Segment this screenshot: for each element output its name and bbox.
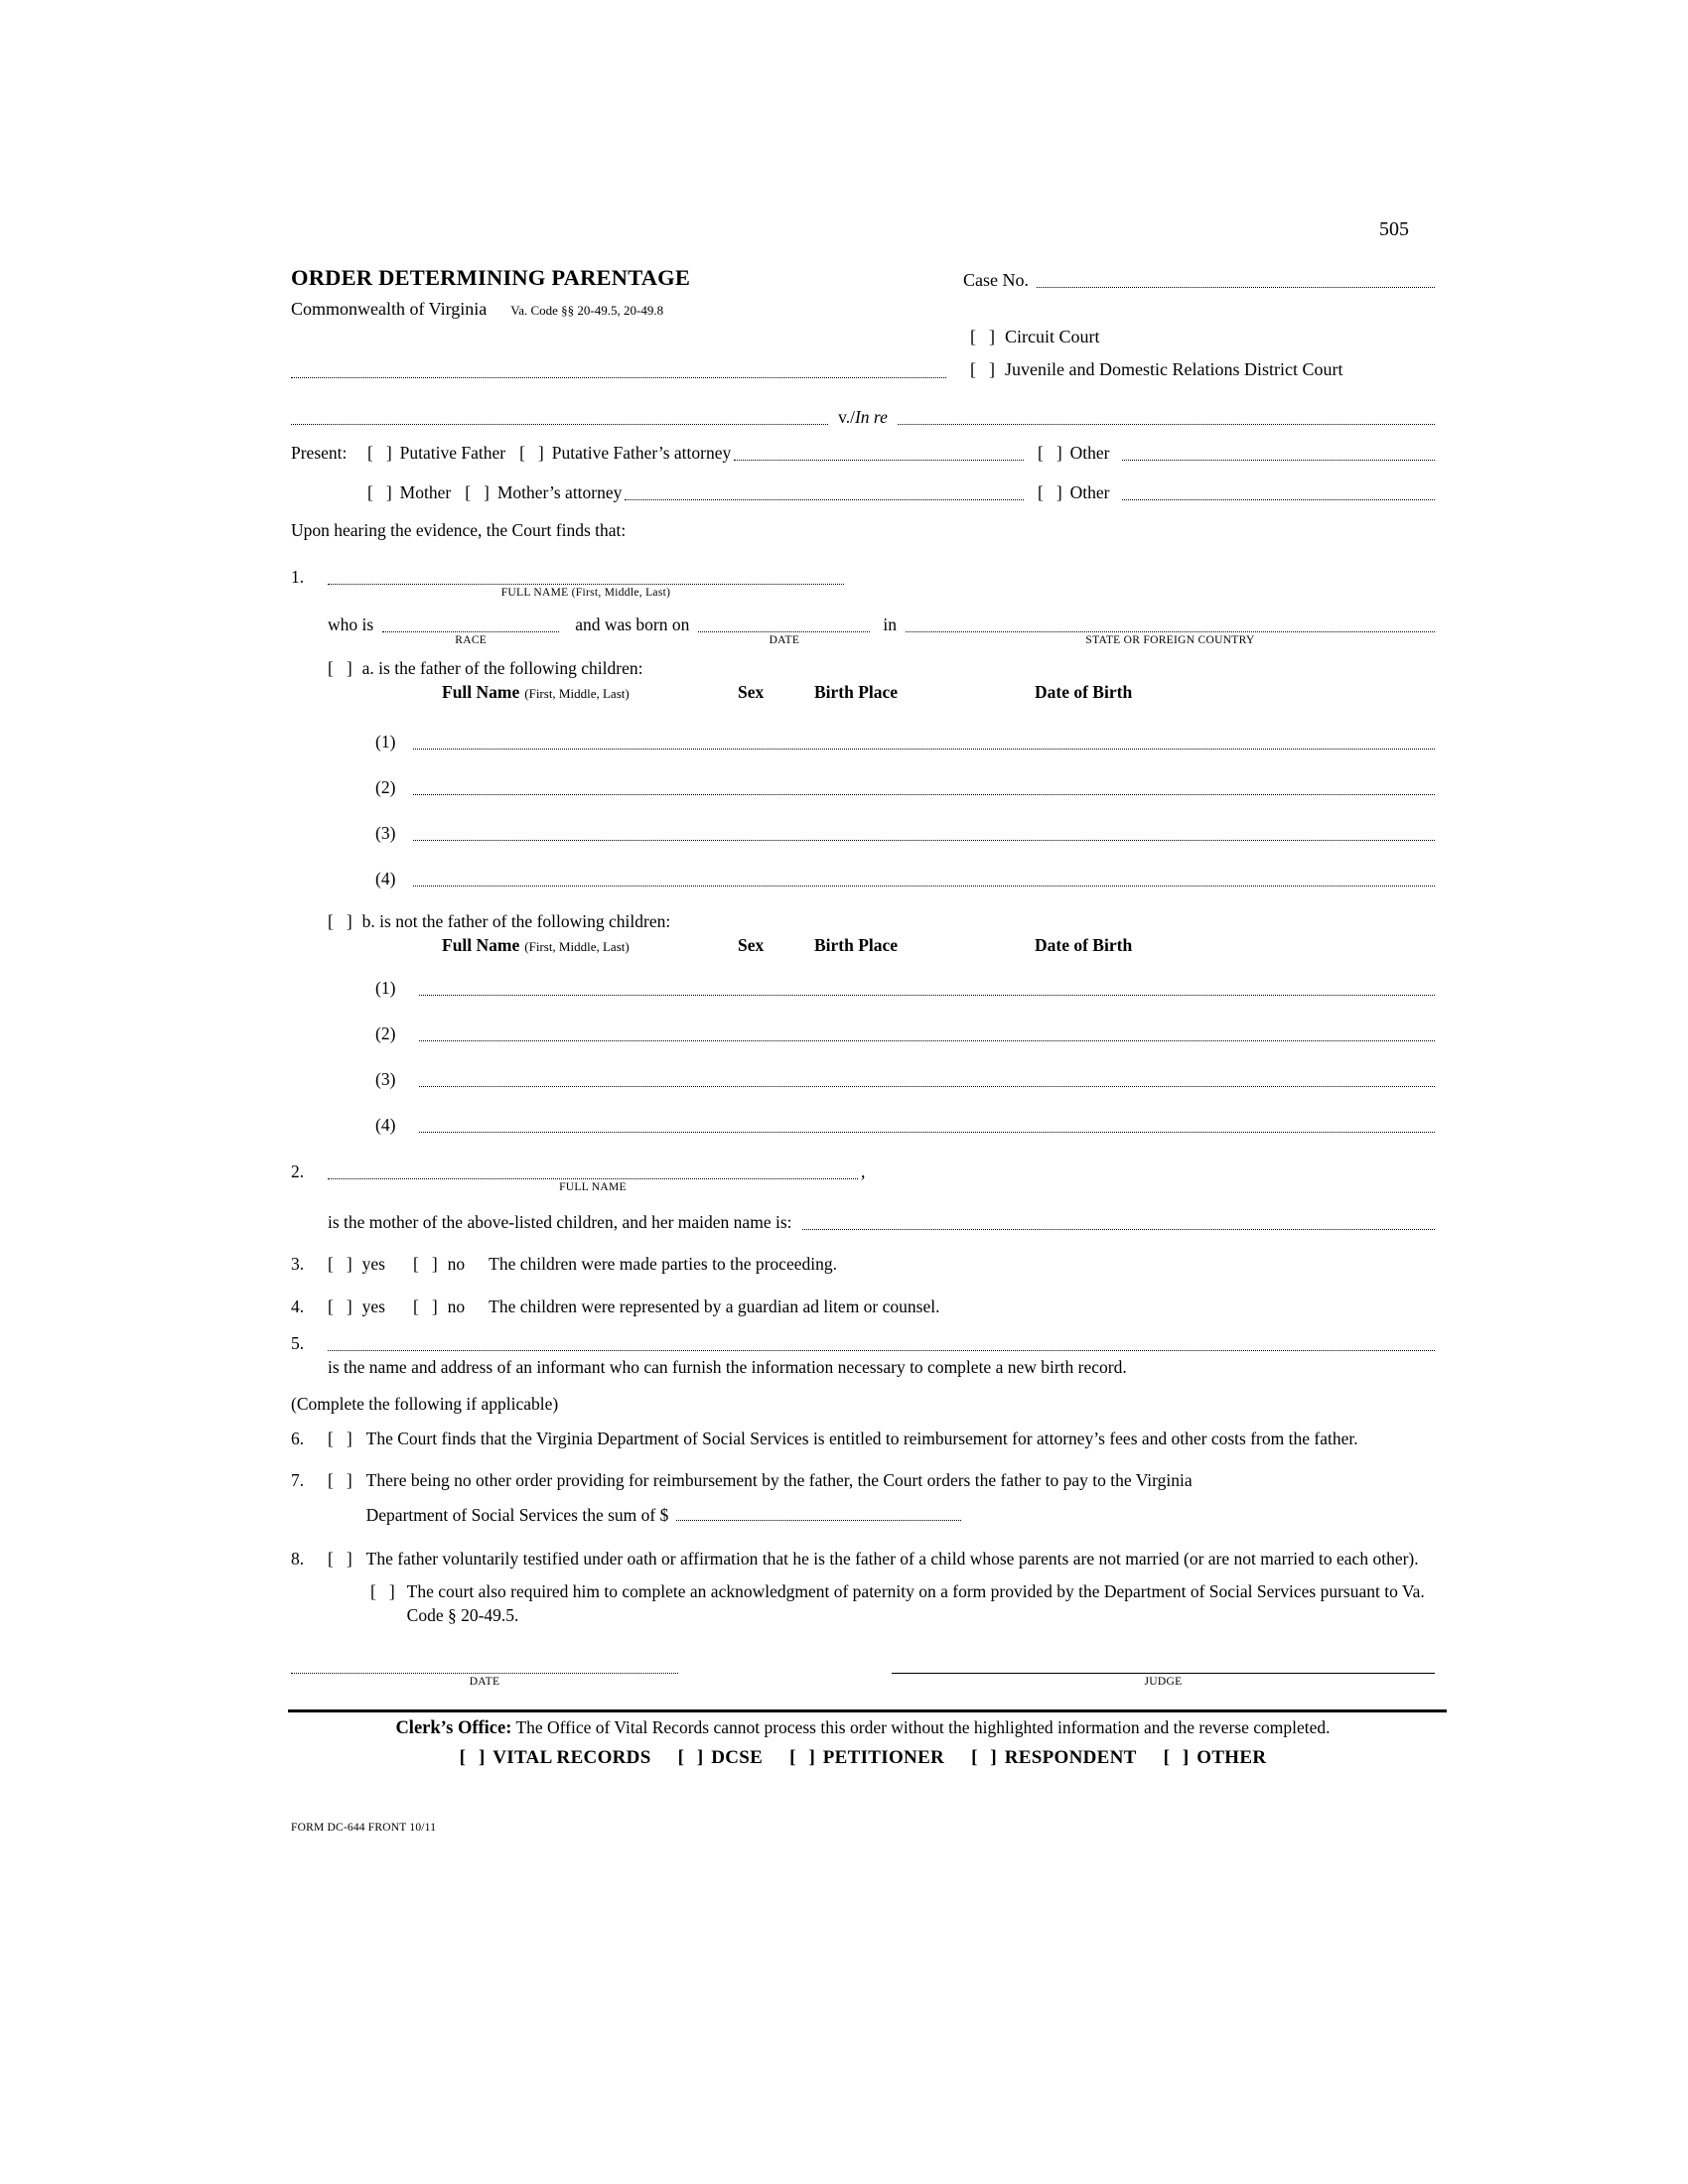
sum-row	[366, 1503, 1435, 1527]
informant-name-address-field[interactable]	[328, 1331, 1435, 1351]
item-7-checkbox[interactable]	[328, 1468, 352, 1492]
item-4-row	[291, 1295, 1435, 1318]
child-row-a1	[375, 730, 1435, 753]
item-8-sub-text: The court also required him to complete an acknowledgment of paternity on a form provided by the Department of Social Services pursuant to Va. Code § 20-49.5.	[406, 1581, 1425, 1625]
mother-checkbox[interactable]	[367, 480, 392, 504]
date-group	[291, 1654, 678, 1689]
maiden-name-field[interactable]	[802, 1210, 1436, 1230]
item-8-number: 8.	[291, 1549, 305, 1569]
child-row-number: (2)	[375, 777, 396, 797]
maiden-name-label: is the mother of the above-listed children, and her maiden name is:	[328, 1212, 792, 1232]
father-full-name-field[interactable]	[328, 565, 844, 585]
child-b1-field[interactable]	[419, 976, 1435, 996]
other-dist-checkbox[interactable]	[1164, 1746, 1190, 1770]
birth-date-field[interactable]	[698, 613, 870, 632]
no-label: no	[447, 1254, 466, 1274]
court-option-jdr	[970, 357, 1342, 381]
child-row-number: (3)	[375, 823, 396, 843]
case-number-field[interactable]	[1037, 268, 1435, 288]
item-6-text: The Court finds that the Virginia Department of Social Services is entitled to reimbursement for attorney’s fees and other costs from the father.	[365, 1429, 1358, 1448]
children-table-header-a	[442, 680, 1435, 706]
code-reference: Va. Code §§ 20-49.5, 20-49.8	[510, 303, 664, 318]
child-b3-field[interactable]	[419, 1067, 1435, 1087]
child-row-number: (3)	[375, 1069, 396, 1089]
mother-full-name-field[interactable]	[328, 1160, 858, 1179]
intro-text: Upon hearing the evidence, the Court finds that:	[291, 520, 627, 540]
col-full-name	[442, 680, 738, 706]
child-a1-field[interactable]	[413, 730, 1435, 750]
child-row-b1	[375, 976, 1435, 1000]
item-5-row	[291, 1331, 1435, 1355]
child-row-number: (4)	[375, 869, 396, 888]
respondent-checkbox[interactable]	[971, 1746, 997, 1770]
in-re-label: In re	[854, 407, 888, 427]
yes-label: yes	[361, 1254, 385, 1274]
respondent-label: RESPONDENT	[1004, 1747, 1137, 1768]
col-sex: Sex	[738, 682, 765, 702]
dist-dcse	[678, 1746, 764, 1770]
child-row-number: (2)	[375, 1024, 396, 1043]
sum-amount-field[interactable]	[676, 1515, 961, 1521]
item-4-yes-checkbox[interactable]	[328, 1295, 352, 1318]
who-is-label: who is	[328, 614, 374, 634]
putative-father-attorney-checkbox[interactable]	[519, 441, 544, 465]
versus-prefix: v./	[838, 407, 855, 427]
child-row-number: (1)	[375, 978, 396, 998]
vital-records-checkbox[interactable]	[460, 1746, 486, 1770]
signature-row	[291, 1654, 1435, 1689]
item-1-number: 1.	[291, 567, 305, 587]
race-caption: RACE	[455, 634, 488, 646]
item-5-number: 5.	[291, 1333, 305, 1353]
child-a3-field[interactable]	[413, 821, 1435, 841]
case-number-row	[963, 268, 1435, 292]
item-3-yes-checkbox[interactable]	[328, 1252, 352, 1276]
clerk-office-label: Clerk’s Office:	[395, 1718, 512, 1738]
other-label: Other	[1069, 443, 1110, 463]
item-8-sub-row	[370, 1579, 1435, 1627]
judge-group	[892, 1654, 1435, 1689]
col-full-name-label: Full Name	[442, 935, 520, 955]
option-a-label: a. is the father of the following children:	[361, 658, 643, 678]
child-b2-field[interactable]	[419, 1022, 1435, 1041]
circuit-court-checkbox[interactable]	[970, 325, 995, 348]
petitioner-checkbox[interactable]	[789, 1746, 815, 1770]
child-a4-field[interactable]	[413, 867, 1435, 887]
child-row-number: (1)	[375, 732, 396, 751]
present-label: Present:	[291, 443, 348, 463]
item-6-number: 6.	[291, 1429, 305, 1448]
birth-date-group	[698, 613, 870, 647]
birth-state-group	[906, 613, 1435, 647]
state-caption: STATE OR FOREIGN COUNTRY	[1085, 634, 1255, 646]
item-4-number: 4.	[291, 1297, 305, 1316]
form-header	[291, 265, 1435, 381]
clerk-office-line	[291, 1715, 1435, 1740]
col-full-name-sub: (First, Middle, Last)	[524, 686, 630, 701]
col-full-name-label: Full Name	[442, 682, 520, 702]
date-caption: DATE	[469, 1676, 500, 1688]
commonwealth-label: Commonwealth of Virginia	[291, 299, 488, 319]
item-8-text: The father voluntarily testified under oath or affirmation that he is the father of a child whose parents are not married (or are not married to each other).	[365, 1549, 1419, 1569]
who-is-row	[328, 613, 1435, 647]
petitioner-label: PETITIONER	[822, 1747, 945, 1768]
judge-caption: JUDGE	[1144, 1676, 1183, 1688]
dcse-label: DCSE	[711, 1747, 764, 1768]
vital-records-label: VITAL RECORDS	[492, 1747, 651, 1768]
present-row-father	[291, 441, 1435, 465]
mother-name-group	[328, 1160, 858, 1194]
clerk-divider	[288, 1709, 1447, 1712]
race-group	[382, 613, 559, 647]
applicable-note: (Complete the following if applicable)	[291, 1394, 559, 1414]
col-full-name-sub: (First, Middle, Last)	[524, 939, 630, 954]
other-name-field[interactable]	[1122, 441, 1435, 461]
child-a2-field[interactable]	[413, 775, 1435, 795]
mother-attorney-label: Mother’s attorney	[496, 482, 623, 502]
form-subtitle	[291, 297, 663, 323]
versus-label	[838, 405, 888, 429]
item-2-row	[291, 1160, 1435, 1194]
mother-attorney-checkbox[interactable]	[465, 480, 490, 504]
judge-signature-line[interactable]	[892, 1654, 1435, 1674]
item-3-number: 3.	[291, 1254, 305, 1274]
item-3-no-checkbox[interactable]	[413, 1252, 438, 1276]
dcse-checkbox[interactable]	[678, 1746, 704, 1770]
item-8-checkbox[interactable]	[328, 1547, 352, 1570]
item-6-row	[291, 1427, 1435, 1450]
in-label: in	[883, 614, 897, 634]
date-field[interactable]	[291, 1654, 678, 1674]
item-1-name-row	[291, 565, 1435, 600]
other-label-2: Other	[1069, 482, 1110, 502]
distribution-row	[291, 1746, 1435, 1770]
option-b-label: b. is not the father of the following children:	[361, 911, 671, 931]
item-7-text-line2: Department of Social Services the sum of $	[365, 1505, 669, 1525]
full-name-caption: FULL NAME	[559, 1181, 627, 1193]
court-name-field[interactable]	[291, 358, 946, 378]
children-table-header-b	[442, 933, 1435, 959]
case-no-label: Case No.	[963, 270, 1029, 290]
jdr-court-checkbox[interactable]	[970, 357, 995, 381]
putative-father-attorney-name-field[interactable]	[734, 441, 1024, 461]
no-label: no	[447, 1297, 466, 1316]
circuit-court-label: Circuit Court	[1005, 327, 1100, 346]
col-birth-place: Birth Place	[814, 935, 899, 955]
birth-state-field[interactable]	[906, 613, 1435, 632]
maiden-name-row	[328, 1210, 1435, 1234]
born-on-label: and was born on	[575, 614, 690, 634]
father-name-group	[328, 565, 844, 600]
yes-label: yes	[361, 1297, 385, 1316]
child-row-b4	[375, 1113, 1435, 1137]
other-name-field-2[interactable]	[1122, 480, 1435, 500]
item-4-text: The children were represented by a guardian ad litem or counsel.	[489, 1297, 940, 1316]
item-8-sub-checkbox[interactable]	[370, 1579, 395, 1603]
comma: ,	[861, 1161, 866, 1181]
date-caption: DATE	[769, 634, 800, 646]
mother-label: Mother	[399, 482, 452, 502]
dist-petitioner	[789, 1746, 944, 1770]
other-present-group-2	[1038, 480, 1435, 504]
col-birth-place: Birth Place	[814, 682, 899, 702]
item-3-text: The children were made parties to the proceeding.	[489, 1254, 837, 1274]
dist-vital-records	[460, 1746, 651, 1770]
page-number: 505	[1379, 218, 1409, 240]
dist-respondent	[971, 1746, 1137, 1770]
option-a-checkbox[interactable]	[328, 656, 352, 680]
versus-right-field[interactable]	[898, 405, 1435, 425]
versus-row	[291, 405, 1435, 429]
dist-other	[1164, 1746, 1267, 1770]
form-id: FORM DC-644 FRONT 10/11	[291, 1822, 437, 1834]
present-row-mother	[291, 480, 1435, 504]
option-a-row	[328, 656, 1435, 680]
child-row-a4	[375, 867, 1435, 890]
other-dist-label: OTHER	[1196, 1747, 1267, 1768]
race-field[interactable]	[382, 613, 559, 632]
item-4-no-checkbox[interactable]	[413, 1295, 438, 1318]
versus-left-field[interactable]	[291, 405, 828, 425]
other-checkbox-2[interactable]	[1038, 480, 1062, 504]
other-present-group	[1038, 441, 1435, 465]
col-date-of-birth: Date of Birth	[1035, 935, 1133, 955]
col-full-name	[442, 933, 738, 959]
child-b4-field[interactable]	[419, 1113, 1435, 1133]
item-3-row	[291, 1252, 1435, 1276]
option-b-checkbox[interactable]	[328, 909, 352, 933]
child-row-b2	[375, 1022, 1435, 1045]
clerk-office-text: The Office of Vital Records cannot process this order without the highlighted information and the reverse completed.	[515, 1717, 1331, 1737]
other-checkbox[interactable]	[1038, 441, 1062, 465]
item-2-number: 2.	[291, 1161, 305, 1181]
item-7-text-block	[366, 1468, 1435, 1527]
putative-father-checkbox[interactable]	[367, 441, 392, 465]
putative-father-label: Putative Father	[399, 443, 506, 463]
form-title: ORDER DETERMINING PARENTAGE	[291, 265, 691, 290]
item-5-text: is the name and address of an informant who can furnish the information necessary to complete a new birth record.	[328, 1357, 1127, 1377]
full-name-caption: FULL NAME (First, Middle, Last)	[500, 587, 671, 599]
putative-father-attorney-label: Putative Father’s attorney	[551, 443, 732, 463]
item-6-checkbox[interactable]	[328, 1427, 352, 1450]
item-7-text-line1: There being no other order providing for reimbursement by the father, the Court orders the father to pay to the Virginia	[365, 1470, 1193, 1490]
child-row-a3	[375, 821, 1435, 845]
col-date-of-birth: Date of Birth	[1035, 682, 1133, 702]
child-row-a2	[375, 775, 1435, 799]
option-b-row	[328, 909, 1435, 933]
item-8-row	[291, 1547, 1435, 1570]
item-7-number: 7.	[291, 1470, 305, 1490]
item-7-row	[291, 1468, 1435, 1527]
mother-attorney-name-field[interactable]	[625, 480, 1024, 500]
col-sex: Sex	[738, 935, 765, 955]
child-row-b3	[375, 1067, 1435, 1091]
child-row-number: (4)	[375, 1115, 396, 1135]
court-option-circuit	[970, 325, 1100, 348]
jdr-court-label: Juvenile and Domestic Relations District Court	[1005, 359, 1343, 379]
